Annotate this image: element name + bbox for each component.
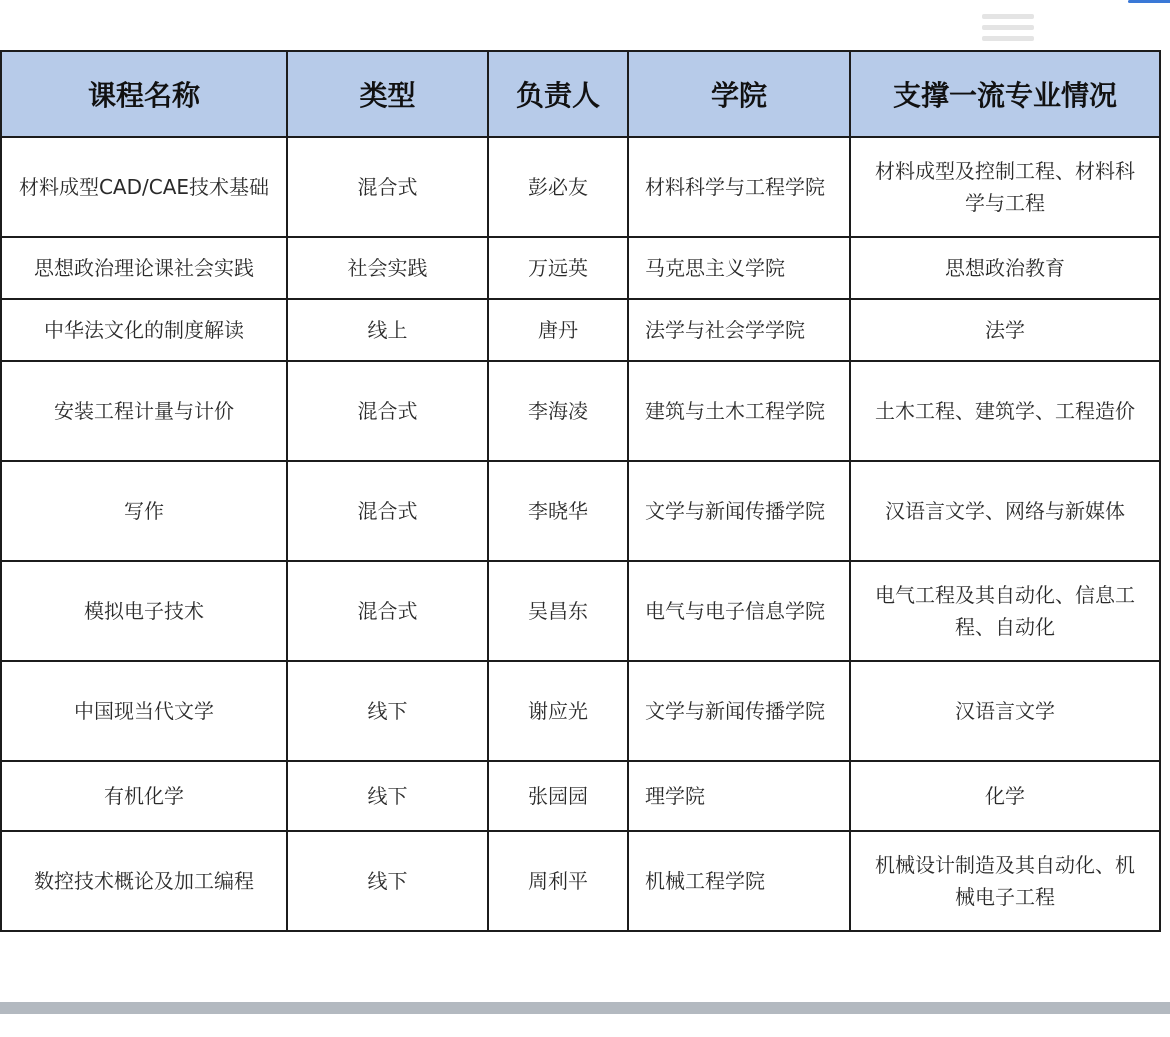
column-header-college: 学院 [628, 51, 850, 137]
column-header-course: 课程名称 [1, 51, 287, 137]
table-header-row [1, 51, 1160, 137]
course-type-cell: 线下 [287, 831, 488, 931]
college-cell: 法学与社会学学院 [628, 299, 850, 361]
drag-handle-bar [982, 14, 1034, 19]
course-type-cell: 线下 [287, 761, 488, 831]
column-header-type: 类型 [287, 51, 488, 137]
course-name-cell: 中华法文化的制度解读 [1, 299, 287, 361]
table-row [1, 237, 1160, 299]
course-type-cell: 社会实践 [287, 237, 488, 299]
course-type-cell: 混合式 [287, 361, 488, 461]
college-cell: 马克思主义学院 [628, 237, 850, 299]
course-type-cell: 混合式 [287, 137, 488, 237]
college-cell: 电气与电子信息学院 [628, 561, 850, 661]
course-lead-cell: 周利平 [488, 831, 628, 931]
course-name-cell: 有机化学 [1, 761, 287, 831]
majors-cell: 汉语言文学、网络与新媒体 [850, 461, 1160, 561]
majors-cell: 材料成型及控制工程、材料科学与工程 [850, 137, 1160, 237]
course-lead-cell: 万远英 [488, 237, 628, 299]
table-row [1, 361, 1160, 461]
college-cell: 建筑与土木工程学院 [628, 361, 850, 461]
majors-cell: 机械设计制造及其自动化、机械电子工程 [850, 831, 1160, 931]
course-lead-cell: 吴昌东 [488, 561, 628, 661]
course-name-cell: 材料成型CAD/CAE技术基础 [1, 137, 287, 237]
drag-handle-bar [982, 36, 1034, 41]
course-type-cell: 线上 [287, 299, 488, 361]
course-lead-cell: 李海凌 [488, 361, 628, 461]
table-row [1, 137, 1160, 237]
course-lead-cell: 张园园 [488, 761, 628, 831]
course-type-cell: 混合式 [287, 461, 488, 561]
course-name-cell: 写作 [1, 461, 287, 561]
course-name-cell: 模拟电子技术 [1, 561, 287, 661]
majors-cell: 化学 [850, 761, 1160, 831]
table-row [1, 299, 1160, 361]
course-name-cell: 中国现当代文学 [1, 661, 287, 761]
table-row [1, 761, 1160, 831]
course-lead-cell: 彭必友 [488, 137, 628, 237]
college-cell: 文学与新闻传播学院 [628, 461, 850, 561]
course-name-cell: 思想政治理论课社会实践 [1, 237, 287, 299]
column-header-majors: 支撑一流专业情况 [850, 51, 1160, 137]
course-type-cell: 线下 [287, 661, 488, 761]
course-name-cell: 数控技术概论及加工编程 [1, 831, 287, 931]
drag-handle-bar [982, 25, 1034, 30]
majors-cell: 汉语言文学 [850, 661, 1160, 761]
drag-handle-icon[interactable] [982, 14, 1034, 46]
course-lead-cell: 李晓华 [488, 461, 628, 561]
table-row [1, 831, 1160, 931]
column-header-lead: 负责人 [488, 51, 628, 137]
course-lead-cell: 唐丹 [488, 299, 628, 361]
bottom-divider [0, 1002, 1170, 1014]
course-name-cell: 安装工程计量与计价 [1, 361, 287, 461]
course-table [0, 50, 1161, 932]
course-lead-cell: 谢应光 [488, 661, 628, 761]
table-row [1, 561, 1160, 661]
table-row [1, 461, 1160, 561]
majors-cell: 电气工程及其自动化、信息工程、自动化 [850, 561, 1160, 661]
college-cell: 文学与新闻传播学院 [628, 661, 850, 761]
college-cell: 机械工程学院 [628, 831, 850, 931]
majors-cell: 法学 [850, 299, 1160, 361]
course-type-cell: 混合式 [287, 561, 488, 661]
college-cell: 材料科学与工程学院 [628, 137, 850, 237]
majors-cell: 思想政治教育 [850, 237, 1160, 299]
college-cell: 理学院 [628, 761, 850, 831]
majors-cell: 土木工程、建筑学、工程造价 [850, 361, 1160, 461]
window-edge-accent [1128, 0, 1170, 3]
table-row [1, 661, 1160, 761]
